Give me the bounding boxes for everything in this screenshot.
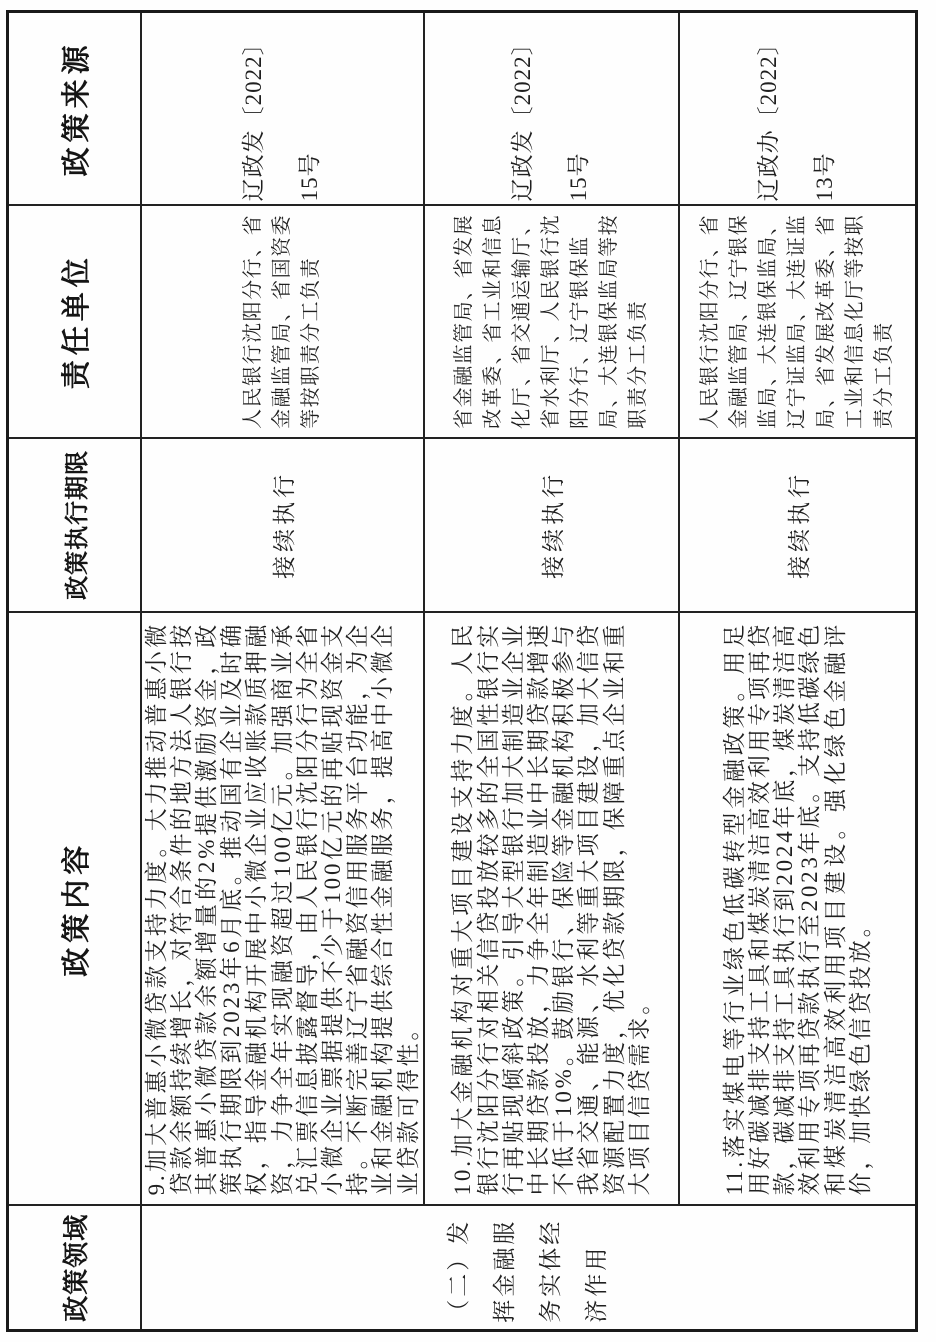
header-policy-domain: 政策领域 xyxy=(8,1205,141,1330)
responsible-units-cell-11 xyxy=(679,205,917,438)
policy-content-cell-10 xyxy=(424,612,679,1205)
execution-period-cell-11 xyxy=(679,438,917,612)
table-row-policy-10 xyxy=(424,12,679,1331)
execution-period-text-9: 接续执行 xyxy=(271,470,297,579)
execution-period-cell-10 xyxy=(424,438,679,612)
policy-domain-cell xyxy=(141,1205,917,1330)
policy-source-text-11: 辽政办〔2022〕13号 xyxy=(756,31,838,202)
policy-source-text-10: 辽政发〔2022〕15号 xyxy=(510,31,592,202)
table-row-policy-9 xyxy=(141,12,424,1331)
responsible-units-text-10: 省金融监管局、省发展改革委、省工业和信息化厅、省交通运输厅、省水利厅、人民银行沈阳分行、辽宁银保监局、大连银保监局等按职责分工负责 xyxy=(452,213,649,429)
header-execution-period: 政策执行期限 xyxy=(8,438,141,612)
responsible-units-cell-10 xyxy=(424,205,679,438)
execution-period-text-10: 接续执行 xyxy=(540,470,566,579)
table-row-policy-11 xyxy=(679,12,917,1331)
policy-content-cell-11 xyxy=(679,612,917,1205)
execution-period-text-11: 接续执行 xyxy=(786,470,812,579)
responsible-units-cell-9 xyxy=(141,205,424,438)
policy-domain-text: （二）发挥金融服务实体经济作用 xyxy=(446,1218,610,1323)
policy-content-text-11: 11.落实煤电等行业绿色低碳转型金融政策。用足用好碳减排支持工具和煤炭清洁高效利用专项再贷款，碳减排支持工具执行到2024年底，煤炭清洁高效利用专项再贷款执行至2023年底。支持低碳绿色和煤炭清洁高效利用项目建设。强化绿色金融评价，加快绿色信贷投放。 xyxy=(721,621,873,1196)
policy-source-cell-11 xyxy=(679,12,917,205)
responsible-units-text-11: 人民银行沈阳分行、省金融监管局、辽宁银保监局、大连银保监局、辽宁证监局、大连证监局、省发展改革委、省工业和信息化厅等按职责分工负责 xyxy=(698,213,895,429)
policy-content-cell-9 xyxy=(141,612,424,1205)
responsible-units-text-9: 人民银行沈阳分行、省金融监管局、省国资委等按职责分工负责 xyxy=(241,213,322,429)
policy-source-cell-10 xyxy=(424,12,679,205)
header-policy-content: 政策内容 xyxy=(8,612,141,1205)
header-row xyxy=(8,12,141,1331)
header-policy-source: 政策来源 xyxy=(8,12,141,205)
execution-period-cell-9 xyxy=(141,438,424,612)
policy-table xyxy=(6,10,918,1332)
policy-source-text-9: 辽政发〔2022〕15号 xyxy=(241,31,323,202)
policy-content-text-9: 9.加大普惠小微贷款支持力度。大力推动普惠小微贷款余额持续增长，对符合条件的地方法人银行按其普惠小微贷款余额增量的2%提供激励资金，政策执行期限到2023年6月底。推动国有企业及时确权，指导金融机构开展中小微企业应收账款质押融资，力争全年实现融资超过100亿元。加强商业承兑汇票信息披露督导，由人民银行沈阳分行为全省小微企业票据提供不少于100亿元的再贴现资金支持。不断完善辽宁省融资信用服务平台功能，为企业和金融机构提供综合性金融服务，提高中小微企业贷款可得性。 xyxy=(143,621,421,1196)
policy-content-text-10: 10.加大金融机构对重大项目建设支持力度。人民银行沈阳分行对相关信贷投放较多的全国性银行实行再贴现倾斜政策。引导大型银行加大制造业企业中长期贷款投放，力争全年制造业中长期贷款增速不低于10%。鼓励银行、保险等金融机构积极参与我省交通、能源、水利等重大项目建设，加大信贷资源配置力度，优化贷款期限，保障重点企业和重大项目信贷需求。 xyxy=(450,621,652,1196)
header-responsible-units: 责任单位 xyxy=(8,205,141,438)
policy-source-cell-9 xyxy=(141,12,424,205)
